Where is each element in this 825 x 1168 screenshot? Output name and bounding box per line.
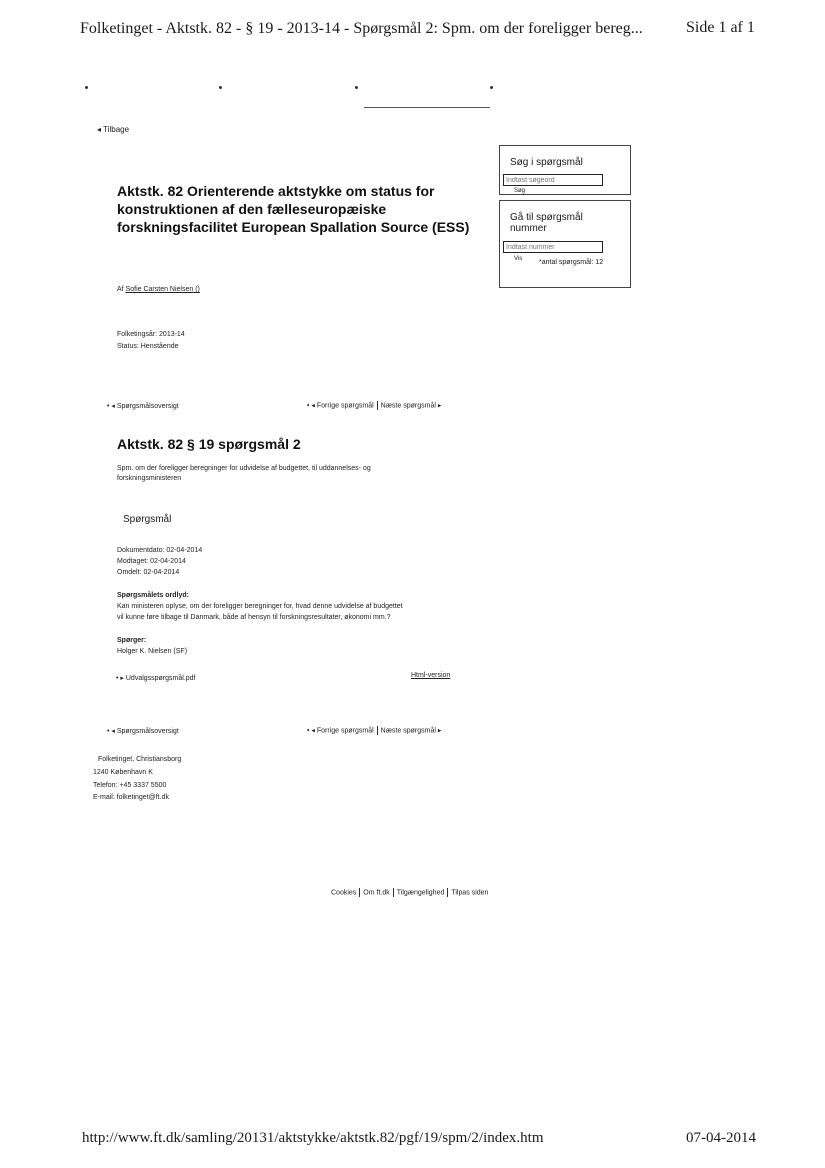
question-heading: Aktstk. 82 § 19 spørgsmål 2 — [117, 436, 301, 452]
customize-link[interactable]: Tilpas siden — [451, 889, 489, 897]
contact-line2: 1240 København K — [93, 769, 153, 776]
cookies-link[interactable]: Cookies — [331, 889, 357, 897]
status-row — [117, 342, 179, 352]
next-question-link[interactable]: Næste spørgsmål ▸ — [380, 402, 442, 410]
back-link[interactable]: ◂ Tilbage — [97, 125, 130, 134]
session-year-value: 2013-14 — [159, 331, 185, 338]
author-prefix: Af — [117, 286, 124, 293]
footer-divider — [393, 888, 394, 897]
search-panel-title: Søg i spørgsmål — [510, 157, 583, 168]
author-line — [117, 286, 200, 293]
previous-question-link[interactable]: ◂ Forrige spørgsmål — [311, 402, 374, 410]
decorative-dot — [490, 86, 493, 89]
html-version-link[interactable]: Html-version — [411, 672, 451, 679]
status-label: Status: — [117, 343, 139, 350]
nav-overview-link[interactable]: • ◂ Spørgsmålsoversigt — [107, 403, 179, 410]
status-value: Henstående — [140, 343, 179, 350]
goto-number-input[interactable] — [503, 241, 603, 253]
asker-name: Holger K. Nielsen (SF) — [117, 648, 188, 655]
distributed-date: Omdelt: 02-04-2014 — [117, 569, 180, 576]
search-panel — [499, 145, 631, 195]
received-date: Modtaget: 02-04-2014 — [117, 558, 186, 565]
session-year-row — [117, 330, 185, 340]
pdf-link-label: ▸ Udvalgsspørgsmål.pdf — [120, 675, 196, 682]
print-header-page: Side 1 af 1 — [686, 19, 755, 36]
question-count: *antal spørgsmål: 12 — [539, 259, 604, 266]
question-pager: • ◂ Forrige spørgsmål Næste spørgsmål ▸ — [307, 402, 442, 410]
goto-panel — [499, 200, 631, 288]
document-date: Dokumentdato: 02-04-2014 — [117, 547, 203, 554]
asker-label: Spørger: — [117, 637, 147, 644]
search-button[interactable]: Søg — [514, 188, 526, 194]
site-footer-links — [331, 888, 488, 897]
decorative-dot — [355, 86, 358, 89]
goto-button[interactable]: Vis — [514, 256, 523, 262]
decorative-dot — [85, 86, 88, 89]
nav-overview-label-bottom: ◂ Spørgsmålsoversigt — [111, 728, 179, 735]
accessibility-link[interactable]: Tilgængelighed — [396, 889, 445, 897]
next-question-link-bottom[interactable]: Næste spørgsmål ▸ — [380, 727, 442, 735]
footer-divider — [447, 888, 448, 897]
session-year-label: Folketingsår: — [117, 331, 158, 338]
contact-line4: E-mail: folketinget@ft.dk — [93, 794, 169, 801]
nav-overview-link-bottom[interactable]: • ◂ Spørgsmålsoversigt — [107, 728, 179, 735]
question-pager-bottom: • ◂ Forrige spørgsmål Næste spørgsmål ▸ — [307, 727, 442, 735]
goto-panel-title: Gå til spørgsmål nummer — [510, 212, 583, 234]
pager-divider — [377, 726, 378, 735]
header-divider — [364, 107, 490, 108]
previous-question-link-bottom[interactable]: ◂ Forrige spørgsmål — [311, 727, 374, 735]
print-footer-url: http://www.ft.dk/samling/20131/aktstykke/aktstk.82/pgf/19/spm/2/index.htm — [82, 1130, 544, 1146]
nav-overview-label: ◂ Spørgsmålsoversigt — [111, 403, 179, 410]
decorative-dot — [219, 86, 222, 89]
wording-label: Spørgsmålets ordlyd: — [117, 592, 189, 599]
about-link[interactable]: Om ft.dk — [363, 889, 390, 897]
contact-line3: Telefon: +45 3337 5500 — [93, 782, 167, 789]
print-footer-date: 07-04-2014 — [686, 1130, 756, 1146]
search-input[interactable] — [503, 174, 603, 186]
question-subtitle-line1: Spm. om der foreligger beregninger for udvidelse af budgettet, til uddannelses- og — [117, 465, 371, 472]
page-title: Aktstk. 82 Orienterende aktstykke om status for konstruktionen af den fælleseuropæiske forskningsfacilitet European Spallation Source (ESS) — [117, 183, 470, 235]
wording-line1: Kan ministeren oplyse, om der foreligger beregninger for, hvad denne udvidelse af budgettet — [117, 603, 403, 610]
print-header-title: Folketinget - Aktstk. 82 - § 19 - 2013-14 - Spørgsmål 2: Spm. om der foreligger bereg... — [80, 20, 643, 37]
wording-line2: vil kunne føre tilbage til Danmark, både af hensyn til forskningsresultater, økonomi mm.? — [117, 614, 391, 621]
author-link[interactable]: Sofie Carsten Nielsen () — [125, 286, 200, 293]
pdf-link[interactable]: • ▸ Udvalgsspørgsmål.pdf — [116, 675, 196, 682]
question-subtitle-line2: forskningsministeren — [117, 475, 182, 482]
question-section-title: Spørgsmål — [123, 514, 172, 525]
footer-divider — [359, 888, 360, 897]
contact-line1: Folketinget, Christiansborg — [98, 756, 182, 763]
pager-divider — [377, 401, 378, 410]
